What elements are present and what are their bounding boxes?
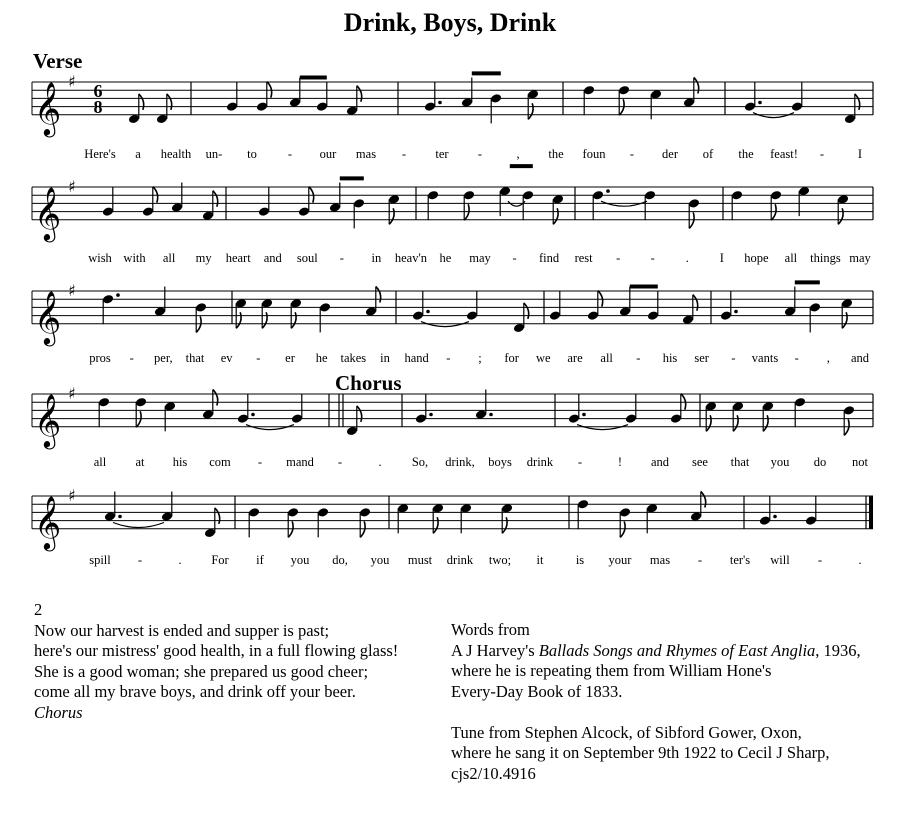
note-flag <box>771 204 776 220</box>
lyric-syllable: . <box>685 251 689 265</box>
lyric-syllable: our <box>319 147 337 161</box>
lyric-syllable: . <box>178 553 182 567</box>
verse-line: She is a good woman; she prepared us good cheer; <box>34 661 369 681</box>
lyric-syllable: hope <box>744 251 769 265</box>
lyric-syllable: - <box>819 147 825 161</box>
note-flag <box>701 492 706 508</box>
lyric-syllable: vants <box>751 351 779 365</box>
verse-number: 2 <box>34 600 43 619</box>
note-dot <box>251 413 255 417</box>
note-flag <box>528 103 533 119</box>
note-dot <box>489 413 493 417</box>
note-flag <box>502 517 507 533</box>
lyric-syllable: per, <box>154 351 173 365</box>
lyric-syllable: are <box>567 351 583 365</box>
lyric-syllable: - <box>512 251 517 265</box>
lyric-syllable: - <box>731 351 736 365</box>
lyric-syllable: I <box>719 251 724 265</box>
lyric-syllable: do, <box>332 553 348 567</box>
note-flag <box>763 415 768 431</box>
verse-2 <box>34 600 398 723</box>
lyric-syllable: my <box>195 251 212 265</box>
lyric-syllable: that <box>185 351 205 365</box>
song-title: Drink, Boys, Drink <box>343 8 557 37</box>
lyric-syllable: drink <box>446 553 474 567</box>
note-flag <box>291 312 296 328</box>
note-flag <box>139 94 144 110</box>
note-flag <box>357 86 362 102</box>
lyric-syllable: find <box>539 251 560 265</box>
time-signature-top: 6 <box>93 81 103 101</box>
treble-clef-icon: 𝄞 <box>34 392 62 447</box>
lyric-syllable: it <box>536 553 544 567</box>
note-flag <box>838 208 843 224</box>
note-flag <box>689 212 694 228</box>
source-line: Tune from Stephen Alcock, of Sibford Gower, Oxon, <box>451 722 802 742</box>
lyric-syllable: Here's <box>84 147 116 161</box>
lyric-syllable: ; <box>478 351 482 365</box>
lyric-syllable: ser <box>694 351 709 365</box>
key-signature-sharp-icon: ♯ <box>68 72 76 91</box>
note-flag <box>360 521 365 537</box>
note-flag <box>553 208 558 224</box>
lyric-syllable: - <box>817 553 823 567</box>
lyric-syllable: . <box>378 455 382 469</box>
lyric-syllable: and <box>263 251 282 265</box>
source-line: where he is repeating them from William Hone's <box>451 661 772 680</box>
source-line: cjs2/10.4916 <box>451 763 536 783</box>
lyric-syllable: two; <box>488 553 512 567</box>
note-dot <box>118 515 122 519</box>
source-line <box>451 641 861 662</box>
verse-line: here's our mistress' good health, in a full flowing glass! <box>34 641 399 660</box>
lyric-syllable: feast! <box>770 147 798 161</box>
lyric-syllable: things <box>810 251 841 265</box>
lyric-syllable: may <box>849 251 871 265</box>
lyric-syllable: - <box>339 251 344 265</box>
note-flag <box>433 517 438 533</box>
note-dot <box>582 413 586 417</box>
lyric-syllable: you <box>370 553 390 567</box>
note-flag <box>706 415 711 431</box>
chorus-reference: Chorus <box>34 702 83 722</box>
lyric-syllable: if <box>256 553 264 567</box>
lyric-syllable: all <box>93 455 107 469</box>
note-dot <box>606 189 610 193</box>
lyric-syllable: a <box>135 147 141 161</box>
lyric-syllable: soul <box>296 251 318 265</box>
verse-line: Now our harvest is ended and supper is past; <box>34 620 330 640</box>
lyric-syllable: of <box>702 147 714 161</box>
note-flag <box>598 291 603 307</box>
lyric-syllable: his <box>662 351 678 365</box>
note-flag <box>215 508 220 524</box>
lyric-syllable: for <box>504 351 519 365</box>
lyric-syllable: and <box>650 455 670 469</box>
note-flag <box>196 316 201 332</box>
lyric-syllable: heav'n <box>394 251 427 265</box>
note-flag <box>309 187 314 203</box>
lyric-syllable: - <box>577 455 583 469</box>
note-flag <box>842 312 847 328</box>
lyric-syllable: mas <box>355 147 377 161</box>
lyric-syllable: ! <box>617 455 623 469</box>
lyric-syllable: wish <box>88 251 112 265</box>
lyric-syllable: - <box>477 147 483 161</box>
lyric-syllable: , <box>826 351 830 365</box>
source-author: A J Harvey's <box>451 640 539 660</box>
lyric-syllable: - <box>287 147 293 161</box>
lyric-syllable: he <box>439 251 452 265</box>
lyric-syllable: to <box>247 147 257 161</box>
treble-clef-icon: 𝄞 <box>34 185 62 240</box>
lyric-syllable: drink <box>526 455 554 469</box>
lyric-syllable: in <box>371 251 382 265</box>
note-flag <box>213 191 218 207</box>
lyric-syllable: - <box>129 351 134 365</box>
note-flag <box>153 187 158 203</box>
note-flag <box>236 312 241 328</box>
note-flag <box>693 295 698 311</box>
lyric-syllable: ter <box>435 147 449 161</box>
note-dot <box>734 310 738 314</box>
verse-label: Verse <box>33 49 83 73</box>
lyric-syllable: foun <box>582 147 606 161</box>
note-flag <box>389 208 394 224</box>
lyric-syllable: drink, <box>445 455 475 469</box>
source-line: where he sang it on September 9th 1922 to Cecil J Sharp, <box>451 743 830 762</box>
lyric-syllable: your <box>608 553 632 567</box>
lyric-syllable: that <box>730 455 750 469</box>
note-flag <box>620 521 625 537</box>
lyric-syllable: - <box>616 251 621 265</box>
key-signature-sharp-icon: ♯ <box>68 384 76 403</box>
note-flag <box>267 82 272 98</box>
lyric-syllable: - <box>636 351 641 365</box>
lyric-syllable: So, <box>411 455 429 469</box>
lyric-syllable: in <box>380 351 390 365</box>
lyric-syllable: his <box>172 455 188 469</box>
note-flag <box>681 394 686 410</box>
lyric-syllable: not <box>852 455 868 469</box>
lyric-syllable: health <box>160 147 192 161</box>
lyric-syllable: will <box>770 553 790 567</box>
lyric-syllable: boys <box>488 455 512 469</box>
source-book-title: Ballads Songs and Rhymes of East Anglia <box>538 640 816 660</box>
lyric-syllable: - <box>446 351 451 365</box>
treble-clef-icon: 𝄞 <box>34 289 62 344</box>
note-flag <box>694 78 699 94</box>
lyric-syllable: hand <box>404 351 429 365</box>
note-flag <box>288 521 293 537</box>
source-year: , 1936, <box>815 640 861 660</box>
note-dot <box>758 101 762 105</box>
note-flag <box>619 99 624 115</box>
lyric-syllable: we <box>536 351 551 365</box>
tie <box>113 523 164 528</box>
note-dot <box>773 515 777 519</box>
note-flag <box>376 287 381 303</box>
lyric-syllable: un- <box>205 147 223 161</box>
lyric-syllable: the <box>548 147 564 161</box>
lyric-syllable: heart <box>225 251 251 265</box>
treble-clef-icon: 𝄞 <box>34 494 62 549</box>
lyric-syllable: mand <box>286 455 314 469</box>
note-flag <box>262 312 267 328</box>
note-flag <box>213 390 218 406</box>
lyric-syllable: spill <box>89 553 111 567</box>
note-flag <box>844 419 849 435</box>
source-notes <box>451 620 861 784</box>
lyric-syllable: ev <box>220 351 233 365</box>
lyric-syllable: ter's <box>729 553 751 567</box>
lyric-syllable: must <box>407 553 433 567</box>
lyric-syllable: with <box>123 251 146 265</box>
lyric-syllable: takes <box>340 351 367 365</box>
lyric-syllable: - <box>337 455 343 469</box>
note-flag <box>855 94 860 110</box>
lyric-syllable: see <box>692 455 708 469</box>
lyric-syllable: at <box>135 455 145 469</box>
note-dot <box>438 101 442 105</box>
lyric-syllable: - <box>650 251 655 265</box>
lyric-syllable: . <box>858 553 862 567</box>
lyric-syllable: you <box>290 553 310 567</box>
lyric-syllable: do <box>813 455 827 469</box>
lyric-syllable: der <box>662 147 678 161</box>
lyric-syllable: all <box>784 251 798 265</box>
source-line: Words from <box>451 620 530 639</box>
treble-clef-icon: 𝄞 <box>34 80 62 135</box>
lyric-syllable: is <box>575 553 585 567</box>
note-flag <box>136 411 141 427</box>
note-flag <box>464 204 469 220</box>
lyric-syllable: all <box>600 351 613 365</box>
note-dot <box>426 310 430 314</box>
lyric-syllable: pros <box>89 351 111 365</box>
lyric-syllable: - <box>256 351 261 365</box>
note-flag <box>167 94 172 110</box>
lyric-syllable: all <box>162 251 176 265</box>
note-dot <box>429 413 433 417</box>
key-signature-sharp-icon: ♯ <box>68 177 76 196</box>
verse-line: come all my brave boys, and drink off your beer. <box>34 682 356 701</box>
lyric-syllable: mas <box>649 553 671 567</box>
note-dot <box>116 293 120 297</box>
source-line: Every-Day Book of 1833. <box>451 681 623 701</box>
lyric-syllable: - <box>137 553 143 567</box>
lyric-syllable: - <box>257 455 263 469</box>
lyric-syllable: and <box>850 351 870 365</box>
note-flag <box>357 406 362 422</box>
lyric-syllable: , <box>516 147 520 161</box>
lyric-syllable: rest <box>574 251 593 265</box>
note-flag <box>733 415 738 431</box>
note-flag <box>524 303 529 319</box>
lyric-syllable: - <box>629 147 635 161</box>
final-barline <box>869 496 873 529</box>
lyric-syllable: may <box>469 251 491 265</box>
lyric-syllable: er <box>285 351 295 365</box>
lyric-syllable: I <box>857 147 863 161</box>
lyric-syllable: he <box>315 351 328 365</box>
lyric-syllable: - <box>794 351 799 365</box>
chorus-label: Chorus <box>335 371 402 395</box>
key-signature-sharp-icon: ♯ <box>68 281 76 300</box>
lyric-syllable: the <box>738 147 754 161</box>
time-signature-bottom: 8 <box>93 97 103 117</box>
lyric-syllable: you <box>770 455 790 469</box>
lyric-syllable: For <box>211 553 229 567</box>
lyric-syllable: - <box>697 553 703 567</box>
key-signature-sharp-icon: ♯ <box>68 486 76 505</box>
lyric-syllable: com <box>209 455 231 469</box>
lyric-syllable: - <box>401 147 407 161</box>
